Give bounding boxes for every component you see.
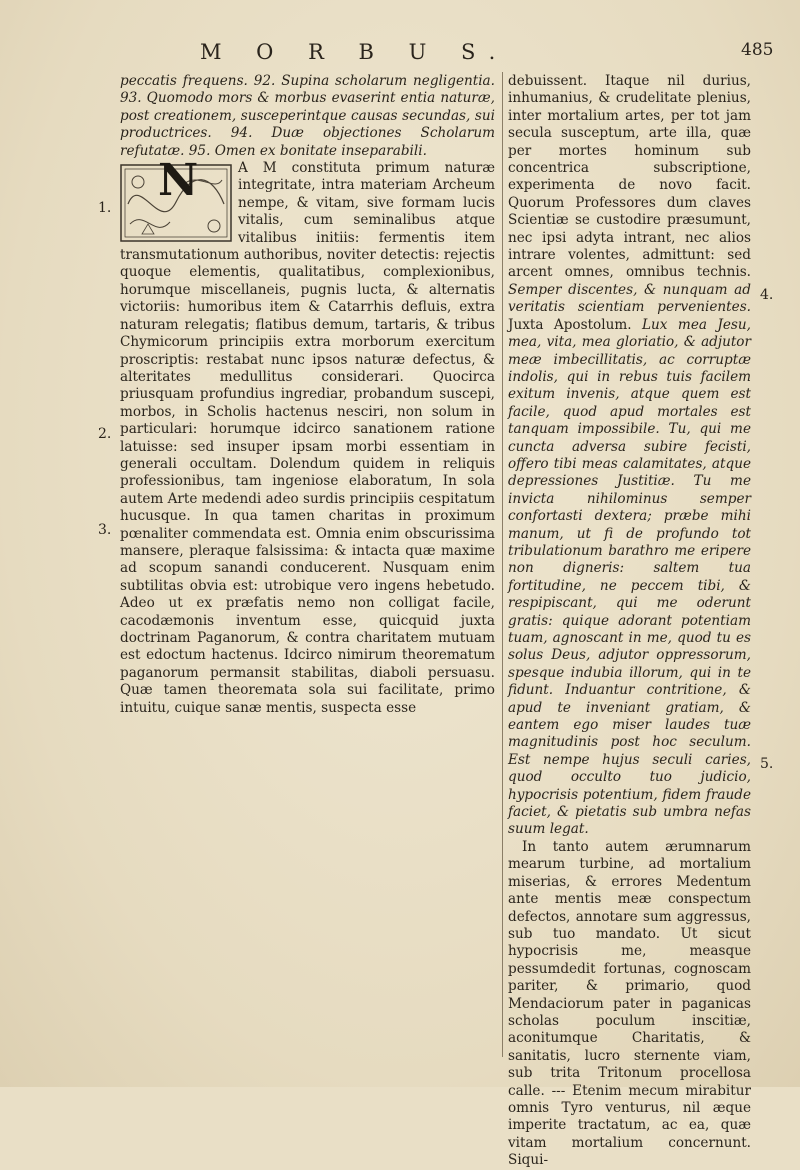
- margin-number: 5.: [760, 756, 774, 772]
- prayer-text: Lux mea Jesu, mea, vita, mea gloriatio, & adjutor meæ imbecillitatis, ac corruptæ indolis, qui in rebus tuis facilem exitum invenis, atque quem est facile, quod apud mortales est tanquam impossibile. Tu, qui me cuncta adversa subire fecisti, offero tibi meas calamitates, atque depressiones Justitiæ. Tu me invicta nihilominus semper confortasti dextera; præbe mihi manum, ut fi de profundo tot tribulationum barathro me eripere non digneris: saltem tua fortitudine, ne peccem tibi, & respipiscant, qui me oderunt gratis: quique adorant potentiam tuam, agnoscant in me, quod tu es solus Deus, adjutor oppressorum, spesque indubia illorum, qui in te fidunt. Induantur contritione, & apud te inveniant gratiam, & eantem ego miser laudes tuæ magnitudinis post hoc seculum. Est nempe hujus seculi caries, quod occulto tuo judicio, hypocrisis potentium, fidem fraude faciet, & pietatis sub umbra nefas suum legat.: [508, 316, 751, 838]
- chapter-summary: peccatis frequens. 92. Supina scholarum negligentia. 93. Quomodo mors & morbus evaserint entia naturæ, post creationem, susceperintque causas secundas, sui productrices. 94. Duæ objectiones Scholarum refutatæ. 95. Omen ex bonitate inseparabili.: [120, 73, 495, 159]
- page-number: 485: [741, 40, 774, 60]
- decorated-initial: [120, 155, 232, 242]
- left-column: [120, 73, 495, 717]
- running-header: M O R B U S.: [200, 40, 510, 64]
- drop-cap-letter: N: [158, 155, 199, 207]
- margin-number: 3.: [98, 522, 112, 538]
- margin-number: 1.: [98, 200, 112, 216]
- right-column: [508, 73, 751, 1170]
- right-text-a: debuissent. Itaque nil durius, inhumanius, & crudelitate plenius, inter mortalium artes, per tot jam secula susceptum, arte illa, quæ per mortes hominum sub concentrica subscriptione, experimenta de novo facit. Quorum Professores dum claves Scientiæ se custodire præsumunt, nec ipsi adyta intrant, nec alios intrare volentes, admittunt: sed arcent omnes, omnibus technis.: [508, 73, 751, 281]
- column-divider: [502, 72, 503, 1057]
- right-paragraph-2: In tanto autem ærumnarum mearum turbine, ad mortalium miserias, & errores Medentum ante mentis meæ conspectum defectos, annotare sum aggressus, sub tuo mandato. Ut sicut hypocrisis me, measque pessumdedit fortunas, cognoscam pariter, & primario, quod Mendaciorum pater in paganicas scholas poculum inscitiæ, aconitumque Charitatis, & sanitatis, lucro sternente viam, sub trita Tritonum procellosa calle. --- Etenim mecum mirabitur omnis Tyro venturus, nil æque imperite tractatum, ac ea, quæ vitam mortalium concernunt. Siqui-: [508, 838, 751, 1169]
- margin-number: 4.: [760, 287, 774, 303]
- right-quote: Semper discentes, & nunquam ad veritatis scientiam pervenientes.: [508, 281, 751, 316]
- right-paragraph-1: [508, 73, 751, 839]
- margin-number: 2.: [98, 426, 112, 442]
- left-body-paragraph: [120, 155, 495, 717]
- right-text-b: Juxta Apostolum.: [508, 316, 632, 333]
- left-body-text: A M constituta primum naturæ integritate, intra materiam Archeum nempe, & vitam, sive formam lucis vitalis, cum seminalibus atque vitalibus initiis: fermentis item transmutationum authoribus, noviter detectis: rejectis quoque elementis, qualitatibus, complexionibus, horumque miscellaneis, pugnis lucta, & alternatis victoriis: humoribus item & Catarrhis defluis, extra naturam relegatis; flatibus demum, tartaris, & tribus Chymicorum principiis extra morborum exercitum proscriptis: restabat nunc ipsos naturæ defectus, & alteritates medullitus considerari. Quocirca priusquam profundius ingrediar, probandum suscepi, morbos, in Scholis hactenus nesciri, non solum in particulari: horumque idcirco sanationem ratione latuisse: sed insuper ipsam morbi essentiam in generali occultam. Dolendum quidem in reliquis professionibus, tam ingeniose elaboratum, In sola autem Arte medendi adeo surdis principiis cespitatum hucusque. In qua tamen charitas in proximum pœnaliter commendata est. Omnia enim obscurissima mansere, pleraque falsissima: & intacta quæ maxime ad scopum sanandi conducerent. Nusquam enim subtilitas obvia est: utrobique vero ingens hebetudo. Adeo ut ex præfatis nemo non colligat facile, cacodæmonis inventum esse, quicquid juxta doctrinam Paganorum, & contra charitatem mutuam est edoctum hactenus. Idcirco nimirum theorematum paganorum permansit stabilitas, diaboli persuasu. Quæ tamen theoremata sola sui facilitate, primo intuitu, cuique sanæ mentis, suspecta esse: [120, 160, 495, 716]
